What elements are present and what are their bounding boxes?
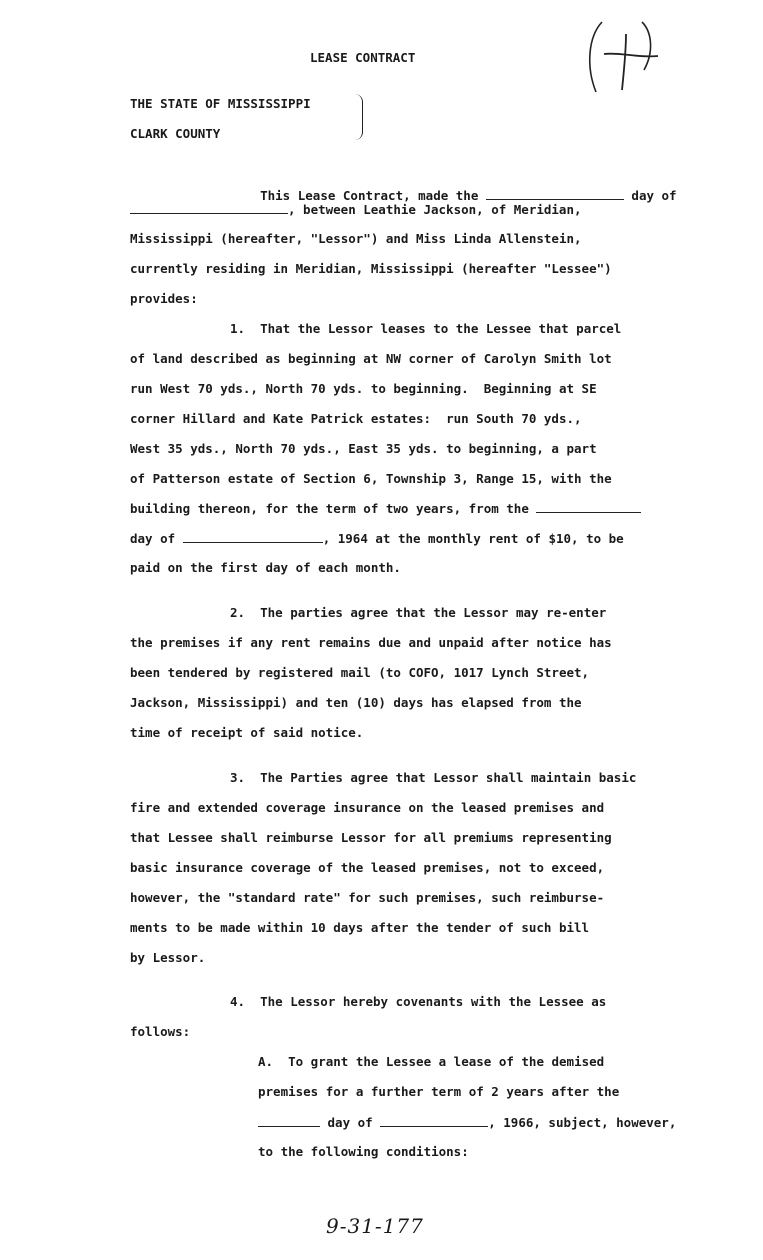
date-blank	[486, 187, 624, 200]
p1-line-2: of land described as beginning at NW corner of Carolyn Smith lot	[130, 351, 612, 366]
p1-line-1: 1. That the Lessor leases to the Lessee that parcel	[230, 321, 622, 336]
p1-line-8: day of , 1964 at the monthly rent of $10, to be	[130, 531, 624, 546]
p2-line-4: Jackson, Mississippi) and ten (10) days has elapsed from the	[130, 695, 582, 710]
renewal-month-blank	[380, 1114, 488, 1127]
p3-line-6: ments to be made within 10 days after the tender of such bill	[130, 920, 590, 935]
county-line: CLARK COUNTY	[130, 126, 221, 141]
pA-line-4: to the following conditions:	[258, 1144, 469, 1159]
intro-line-2: , between Leathie Jackson, of Meridian,	[130, 201, 582, 218]
intro-line-1: This Lease Contract, made the day of	[260, 188, 677, 203]
start-day-blank	[536, 500, 641, 513]
p1-line-5: West 35 yds., North 70 yds., East 35 yds. to beginning, a part	[130, 441, 597, 456]
pA-line-3: day of , 1966, subject, however,	[258, 1114, 676, 1131]
p3-line-1: 3. The Parties agree that Lessor shall maintain basic	[230, 770, 637, 785]
intro-line-4: currently residing in Meridian, Mississippi (hereafter "Lessee")	[130, 261, 612, 276]
renewal-day-blank	[258, 1114, 320, 1127]
p3-line-2: fire and extended coverage insurance on the leased premises and	[130, 800, 605, 815]
handwritten-mark-icon	[582, 12, 662, 102]
p4-line-1: 4. The Lessor hereby covenants with the Lessee as	[230, 994, 607, 1009]
intro-line-3: Mississippi (hereafter, "Lessor") and Miss Linda Allenstein,	[130, 231, 582, 246]
p3-line-4: basic insurance coverage of the leased premises, not to exceed,	[130, 860, 605, 875]
p1-line-3: run West 70 yds., North 70 yds. to beginning. Beginning at SE	[130, 381, 597, 396]
footer-handwritten-number: 9-31-177	[326, 1214, 424, 1238]
p1-line-7: building thereon, for the term of two years, from the	[130, 500, 641, 517]
state-line: THE STATE OF MISSISSIPPI	[130, 96, 311, 111]
p1-line-9: paid on the first day of each month.	[130, 560, 401, 575]
p2-line-1: 2. The parties agree that the Lessor may re-enter	[230, 605, 607, 620]
intro-line-5: provides:	[130, 291, 198, 306]
document-title: LEASE CONTRACT	[310, 50, 416, 65]
pA-line-1: A. To grant the Lessee a lease of the demised	[258, 1054, 605, 1069]
p1-line-4: corner Hillard and Kate Patrick estates: run South 70 yds.,	[130, 411, 582, 426]
header-brace	[352, 94, 363, 140]
p2-line-3: been tendered by registered mail (to COFO, 1017 Lynch Street,	[130, 665, 590, 680]
month-blank	[130, 201, 288, 214]
p3-line-5: however, the "standard rate" for such premises, such reimburse-	[130, 890, 605, 905]
p3-line-3: that Lessee shall reimburse Lessor for all premiums representing	[130, 830, 612, 845]
p2-line-5: time of receipt of said notice.	[130, 725, 364, 740]
start-month-blank	[183, 530, 323, 543]
p2-line-2: the premises if any rent remains due and unpaid after notice has	[130, 635, 612, 650]
p3-line-7: by Lessor.	[130, 950, 206, 965]
pA-line-2: premises for a further term of 2 years after the	[258, 1084, 620, 1099]
p1-line-6: of Patterson estate of Section 6, Township 3, Range 15, with the	[130, 471, 612, 486]
p4-line-2: follows:	[130, 1024, 191, 1039]
